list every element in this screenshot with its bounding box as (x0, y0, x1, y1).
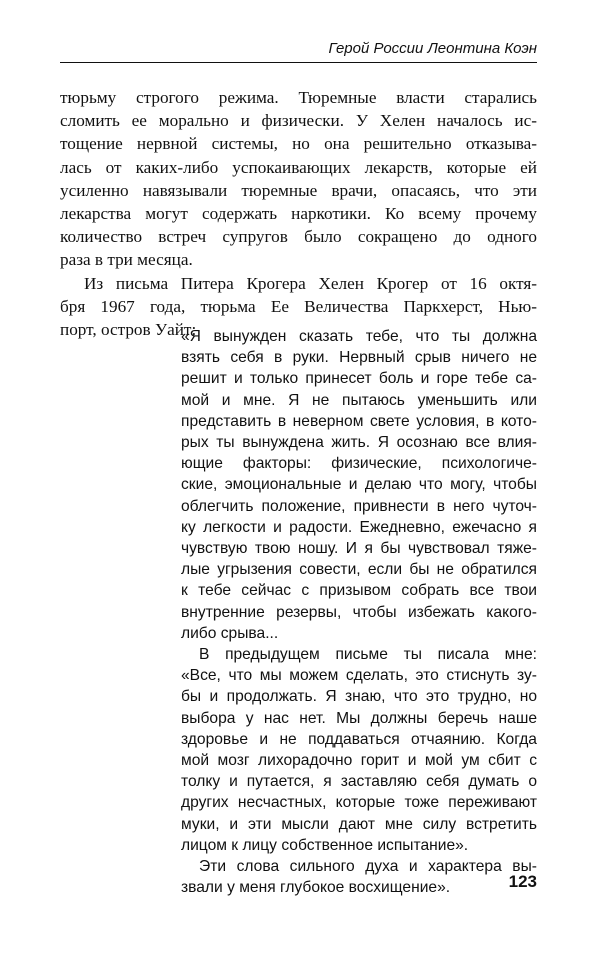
quote-line: лые угрызения совести, если бы не обратился (181, 561, 537, 579)
page-number: 123 (508, 872, 537, 891)
quote-line: других несчастных, которые тоже переживают (181, 794, 537, 812)
text-line: лекарства могут содержать наркотики. Ко всему прочему (60, 204, 537, 224)
text-line: тюрьму строгого режима. Тюремные власти старались (60, 88, 537, 107)
text-line: лась от каких-либо успокаивающих лекарств, которые ей (60, 157, 537, 177)
quote-line: бы и продолжать. Я знаю, что это трудно, но (181, 688, 537, 706)
quote-line: решит и только принесет боль и горе тебе са- (181, 370, 537, 388)
quote-line: внутренние резервы, чтобы избежать какого- (181, 603, 537, 621)
text-line: Из письма Питера Крогера Хелен Крогер от 16 октя- (84, 273, 537, 293)
text-line: бря 1967 года, тюрьма Ее Величества Паркхерст, Нью- (60, 296, 537, 316)
quote-line: выбора у нас нет. Мы должны беречь наше (181, 709, 537, 727)
quote-line: толку и путается, я заставляю себя думать о (181, 773, 537, 791)
text-line: количество встреч супругов было сокращено до одного (60, 227, 537, 247)
quote-line: В предыдущем письме ты писала мне: (199, 646, 537, 664)
quote-line: «Я вынужден сказать тебе, что ты должна (181, 328, 537, 345)
text-line: сломить ее морально и физически. У Хелен началось ис- (60, 111, 537, 131)
quote-line: облегчить положение, привнести в него чуточ- (181, 497, 537, 515)
running-header: Герой России Леонтина Коэн (328, 40, 537, 57)
quote-line: ские, эмоциональные и делаю что могу, чтобы (181, 476, 537, 494)
quote-line: звали у меня глубокое восхищение». (181, 879, 451, 897)
header-rule (60, 62, 537, 63)
quote-line: чувствую твою ношу. И я бы чувствовал тяже- (181, 540, 537, 558)
letter-quote (181, 326, 537, 898)
quote-line: лицом к лицу собственное испытание». (181, 836, 469, 854)
quote-line: «Все, что мы можем сделать, это стиснуть зу- (181, 667, 537, 685)
quote-line: здоровье и не поддаваться отчаянию. Когда (181, 730, 537, 748)
text-line: тощение нервной системы, но она решительно отказыва- (60, 134, 537, 154)
quote-line: Эти слова сильного духа и характера вы- (199, 858, 537, 876)
quote-line: представить в неверном свете условия, в кото- (181, 412, 537, 430)
quote-line: ку легкости и радости. Ежедневно, ежечасно я (181, 518, 537, 536)
quote-line: взять себя в руки. Нервный срыв ничего не (181, 349, 537, 367)
quote-line: либо срыва... (181, 624, 279, 642)
body-text (60, 86, 537, 341)
text-line: усиленно навязывали тюремные врачи, опасаясь, что эти (60, 180, 537, 200)
quote-line: рых ты вынуждена жить. Я осознаю все влия- (181, 434, 537, 452)
quote-line: муки, и эти мысли дают мне силу встретить (181, 815, 537, 833)
quote-line: мой мозг лихорадочно горит и мой ум сбит с (181, 752, 537, 770)
quote-line: мой и мне. Я не пытаюсь уменьшить или (181, 391, 537, 409)
text-line: раза в три месяца. (60, 250, 193, 270)
quote-line: ющие факторы: физические, психологиче- (181, 455, 537, 473)
quote-line: к тебе сейчас с призывом собрать все твои (181, 582, 537, 600)
text-line: порт, остров Уайт: (60, 320, 197, 340)
